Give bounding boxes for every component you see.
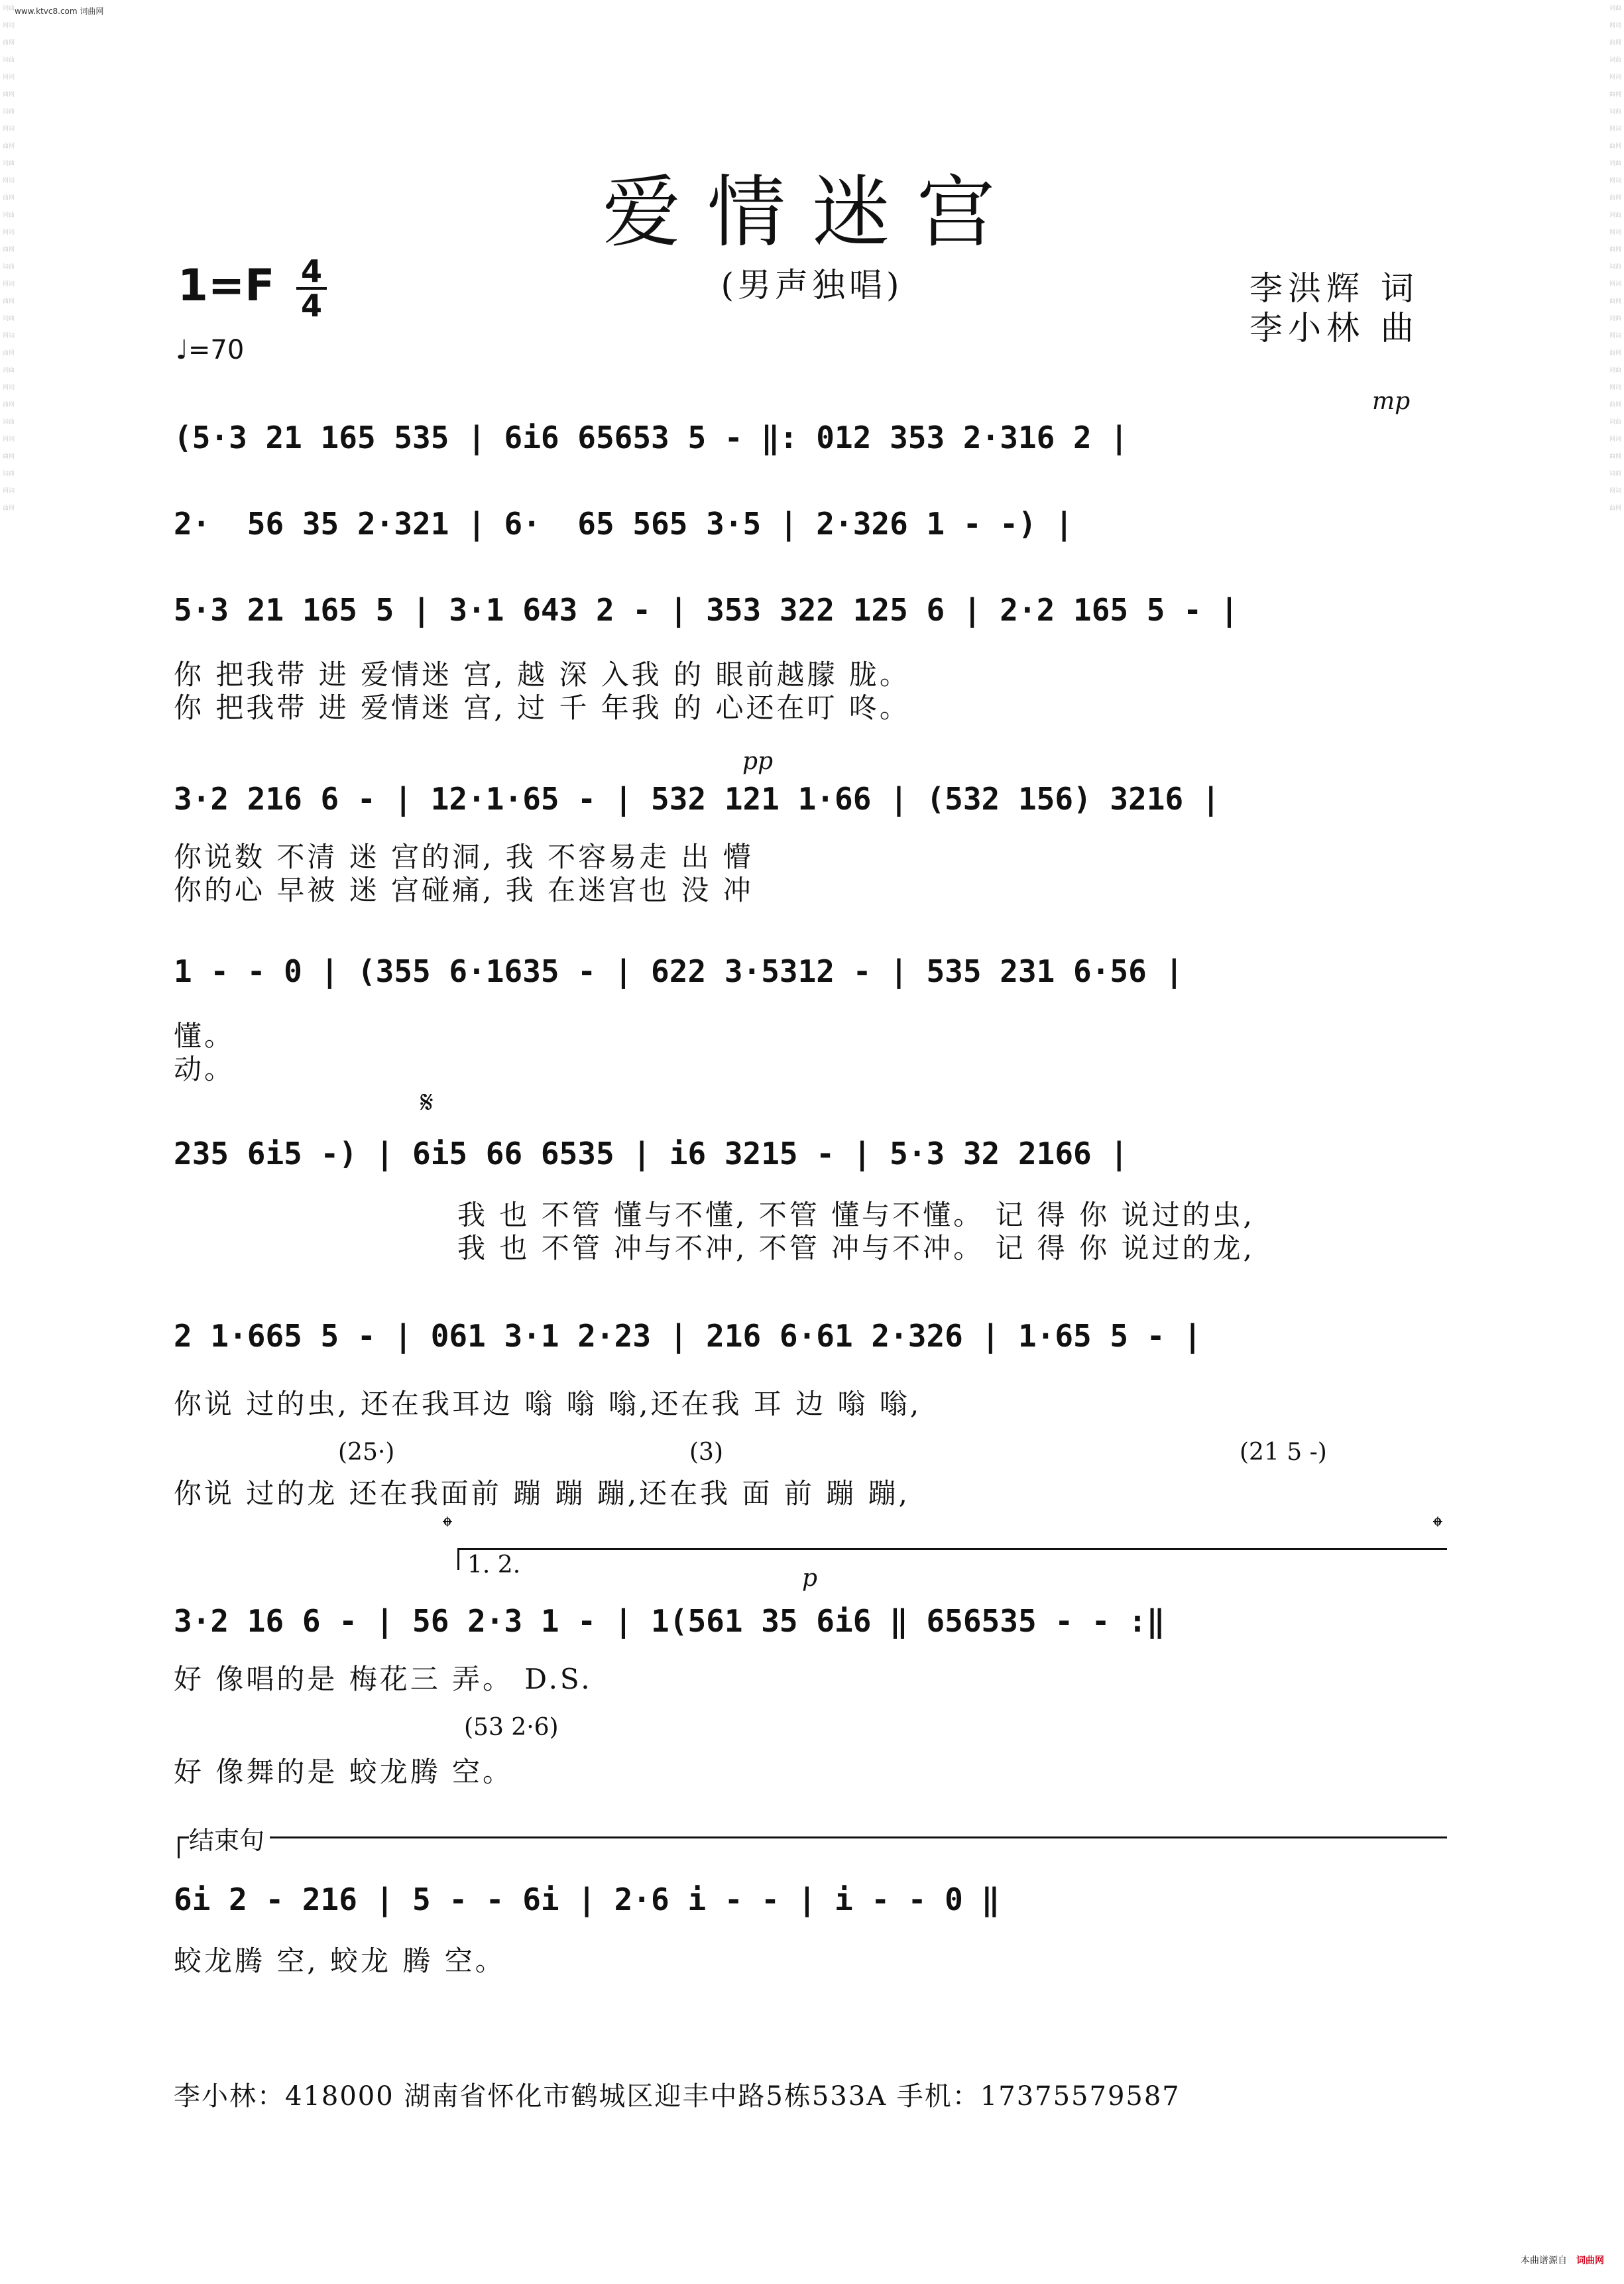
- lyric-verse-2: 你 把我带 进 爱情迷 宫, 过 千 年我 的 心还在叮 咚。: [174, 691, 910, 724]
- song-subtitle: (男声独唱): [721, 266, 903, 304]
- volta-bracket: [457, 1548, 1447, 1579]
- lyric-verse-1: 懂。: [174, 1020, 235, 1052]
- segno-icon: 𝄋: [420, 1084, 434, 1120]
- dynamic-mark: pp: [742, 748, 774, 775]
- score-system-7: [174, 1309, 1450, 1362]
- variant-notes: (3): [689, 1439, 723, 1466]
- composer: 李小林 曲: [1249, 309, 1419, 347]
- notation-line: 3·2 16 6 - | 56 2·3 1 - | 1(561 35 6i6 ‖ 656535 - - :‖: [174, 1603, 1165, 1639]
- notation-line: 235 6i5 -) | 6i5 66 6535 | i6 3215 - | 5·3 32 2166 |: [174, 1136, 1129, 1172]
- lyric-verse-2: 你的心 早被 迷 宫碰痛, 我 在迷宫也 没 冲: [174, 874, 754, 906]
- score-system-1: [174, 411, 1450, 464]
- notation-line: 6i 2 - 216 | 5 - - 6i | 2·6 i - - | i - - 0 ‖: [174, 1882, 1000, 1917]
- score-system-2: [174, 497, 1450, 550]
- stamp-text: 本曲谱源自: [1521, 2255, 1567, 2266]
- notation-line: 1 - - 0 | (355 6·1635 - | 622 3·5312 - | 535 231 6·56 |: [174, 953, 1184, 989]
- key-signature: 1=F: [178, 260, 275, 311]
- ending-bracket: [178, 1826, 1447, 1858]
- watermark-right: 词曲网词曲网词曲网词曲网词曲网词曲网词曲网词曲网词曲网词曲网词曲网词曲网词曲网词曲网词曲网词曲网词曲网词曲网词曲网词曲网: [1609, 5, 1621, 512]
- lyric-verse-1: 蛟龙腾 空, 蛟龙 腾 空。: [174, 1945, 506, 1977]
- site-header[interactable]: www.ktvc8.com 词曲网: [15, 7, 104, 16]
- lyric-verse-2: 我 也 不管 冲与不冲, 不管 冲与不冲。 记 得 你 说过的龙,: [457, 1232, 1255, 1264]
- lyric-verse-1: 好 像唱的是 梅花三 弄。 D.S.: [174, 1663, 593, 1695]
- score-system-9: [174, 1873, 1450, 1926]
- tempo-marking: ♩=70: [176, 335, 245, 365]
- lyric-verse-1: 你 把我带 进 爱情迷 宫, 越 深 入我 的 眼前越朦 胧。: [174, 658, 910, 691]
- score-system-5: [174, 945, 1450, 998]
- ending-label: 结束句: [189, 1820, 270, 1856]
- notation-line: 2· 56 35 2·321 | 6· 65 565 3·5 | 2·326 1 - -) |: [174, 506, 1074, 542]
- dynamic-mark: mp: [1372, 388, 1411, 415]
- notation-line: 3·2 216 6 - | 12·1·65 - | 532 121 1·66 | (532 156) 3216 |: [174, 781, 1220, 817]
- site-logo: 词曲网: [1576, 2255, 1604, 2266]
- score-system-3: [174, 583, 1450, 636]
- meter-top: 4: [300, 253, 322, 289]
- coda-icon: 𝄌: [443, 1512, 452, 1542]
- lyric-verse-2: 好 像舞的是 蛟龙腾 空。: [174, 1756, 514, 1788]
- lyric-verse-1: 我 也 不管 懂与不懂, 不管 懂与不懂。 记 得 你 说过的虫,: [457, 1199, 1255, 1231]
- volta-label: 1. 2.: [467, 1551, 521, 1579]
- score-system-6: [174, 1127, 1450, 1180]
- lyric-verse-1: 你说 过的虫, 还在我耳边 嗡 嗡 嗡,还在我 耳 边 嗡 嗡,: [174, 1388, 922, 1420]
- source-stamp[interactable]: [1521, 2254, 1604, 2267]
- lyric-verse-2: 动。: [174, 1053, 235, 1085]
- notation-line: 2 1·665 5 - | 061 3·1 2·23 | 216 6·61 2·326 | 1·65 5 - |: [174, 1318, 1202, 1354]
- score-system-8: [174, 1594, 1450, 1648]
- variant-notes: (21 5 -): [1240, 1439, 1327, 1466]
- contact-footer: 李小林：418000 湖南省怀化市鹤城区迎丰中路5栋533A 手机：17375579587: [174, 2081, 1181, 2112]
- song-title: 爱情迷宫: [602, 166, 1021, 258]
- score-system-4: [174, 772, 1450, 825]
- credits: [1249, 269, 1419, 348]
- lyricist: 李洪辉 词: [1249, 269, 1419, 308]
- lyric-verse-2: 你说 过的龙 还在我面前 蹦 蹦 蹦,还在我 面 前 蹦 蹦,: [174, 1477, 910, 1510]
- lyric-verse-1: 你说数 不清 迷 宫的洞, 我 不容易走 出 懵: [174, 841, 754, 873]
- time-signature: [295, 255, 328, 322]
- variant-notes: (53 2·6): [464, 1714, 559, 1741]
- dynamic-mark: p: [802, 1565, 818, 1592]
- meter-bottom: 4: [300, 288, 322, 324]
- watermark-left: 词曲网词曲网词曲网词曲网词曲网词曲网词曲网词曲网词曲网词曲网词曲网词曲网词曲网词曲网词曲网词曲网词曲网词曲网词曲网词曲网: [3, 5, 15, 512]
- coda-icon: 𝄌: [1433, 1512, 1442, 1542]
- notation-line: (5·3 21 165 535 | 6i6 65653 5 - ‖: 012 353 2·316 2 |: [174, 420, 1129, 455]
- notation-line: 5·3 21 165 5 | 3·1 643 2 - | 353 322 125 6 | 2·2 165 5 - |: [174, 592, 1239, 628]
- variant-notes: (25·): [338, 1439, 395, 1466]
